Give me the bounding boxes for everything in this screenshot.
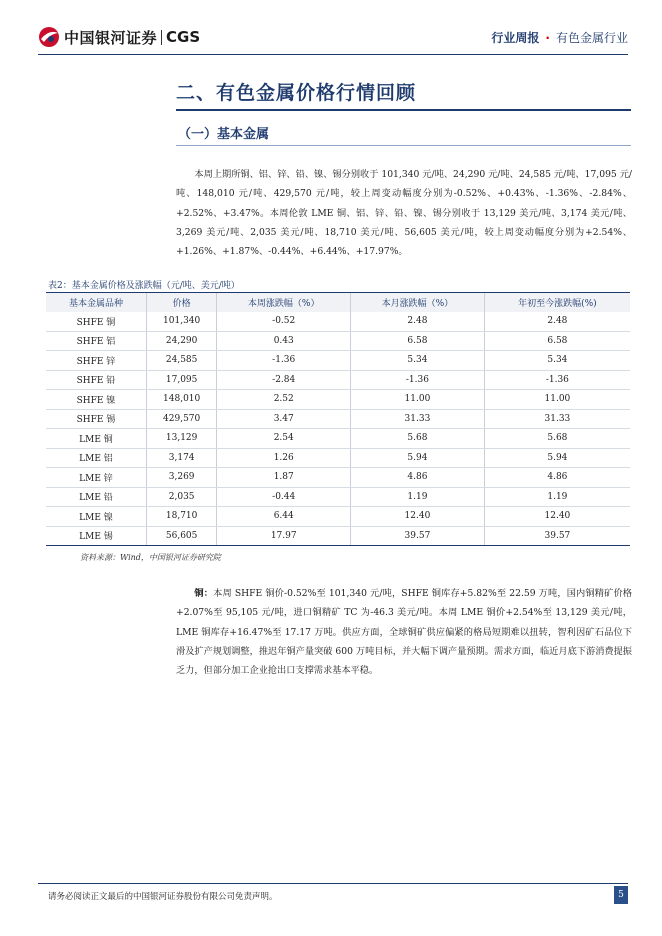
table-cell: 3.47 xyxy=(217,409,351,429)
table-cell: 1.87 xyxy=(217,468,351,488)
company-logo xyxy=(38,24,200,50)
table-header-cell: 价格 xyxy=(146,293,216,313)
subsection-rule xyxy=(176,145,631,146)
table-cell: LME 锌 xyxy=(46,468,146,488)
table-cell: 39.57 xyxy=(484,526,630,546)
table-row xyxy=(46,331,630,351)
header-rule xyxy=(38,54,628,55)
footer-disclaimer: 请务必阅读正文最后的中国银河证券股份有限公司免责声明。 xyxy=(48,892,278,902)
report-header xyxy=(491,29,628,46)
table-cell: -1.36 xyxy=(351,370,485,390)
table-cell: 39.57 xyxy=(351,526,485,546)
table-cell: 3,174 xyxy=(146,448,216,468)
table-row xyxy=(46,429,630,449)
table-cell: SHFE 铅 xyxy=(46,370,146,390)
table-body xyxy=(46,312,630,546)
table-cell: -1.36 xyxy=(217,351,351,371)
header-dot: · xyxy=(545,31,550,45)
logo-divider xyxy=(161,30,162,45)
section-rule xyxy=(176,109,631,111)
table-cell: 6.58 xyxy=(351,331,485,351)
table-row xyxy=(46,448,630,468)
table-cell: -2.84 xyxy=(217,370,351,390)
table-header-cell: 基本金属品种 xyxy=(46,293,146,313)
table-cell: 2.48 xyxy=(351,312,485,331)
table-cell: SHFE 铝 xyxy=(46,331,146,351)
table-cell: 429,570 xyxy=(146,409,216,429)
table-cell: 5.68 xyxy=(351,429,485,449)
table-cell: 31.33 xyxy=(484,409,630,429)
table-cell: 4.86 xyxy=(351,468,485,488)
galaxy-logo-icon xyxy=(38,26,60,48)
copper-lead: 铜： xyxy=(194,588,214,599)
table-cell: 1.19 xyxy=(484,487,630,507)
metal-price-table xyxy=(46,292,630,546)
table-cell: SHFE 锌 xyxy=(46,351,146,371)
table-cell: 2.52 xyxy=(217,390,351,410)
table-cell: LME 镍 xyxy=(46,507,146,527)
table-row xyxy=(46,468,630,488)
table-cell: 2.48 xyxy=(484,312,630,331)
footer-rule xyxy=(38,883,628,884)
copper-text xyxy=(176,584,632,680)
table-cell: 13,129 xyxy=(146,429,216,449)
table-cell: 5.34 xyxy=(484,351,630,371)
table-cell: 0.43 xyxy=(217,331,351,351)
table-cell: -0.44 xyxy=(217,487,351,507)
copper-body: 本周 SHFE 铜价-0.52%至 101,340 元/吨，SHFE 铜库存+5.82%至 22.59 万吨，国内铜精矿价格+2.07%至 95,105 元/吨，进口铜精矿 TC 为-46.3 美元/吨。本周 LME 铜价+2.54%至 13,129 美元/吨，LME 铜库存+16.47%至 17.17 万吨。供应方面，全球铜矿供应偏紧的格局短期难以扭转，智利因矿石品位下滑及扩产规划调整，推迟年铜产量突破 600 万吨目标，并大幅下调产量预期。需求方面，临近月底下游消费提振乏力，但部分加工企业抢出口支撑需求基本平稳。 xyxy=(176,588,632,677)
table-cell: 2,035 xyxy=(146,487,216,507)
table-row xyxy=(46,487,630,507)
report-type: 行业周报 xyxy=(491,31,540,45)
table-cell: 17.97 xyxy=(217,526,351,546)
table-cell: 101,340 xyxy=(146,312,216,331)
table-cell: 6.44 xyxy=(217,507,351,527)
table-cell: 5.94 xyxy=(351,448,485,468)
subsection-title: （一）基本金属 xyxy=(178,127,270,142)
table-cell: 56,605 xyxy=(146,526,216,546)
paragraph-text: 本周上期所铜、铝、锌、铅、镍、锡分别收于 101,340 元/吨、24,290 元/吨、24,585 元/吨、17,095 元/吨、148,010 元/吨、429,570 元/吨，较上周变动幅度分别为-0.52%、+0.43%、-1.36%、-2.84%、+2.52%、+3.47%。本周伦敦 LME 铜、铝、锌、铅、镍、锡分别收于 13,129 美元/吨、3,174 美元/吨、3,269 美元/吨、2,035 美元/吨、18,710 美元/吨、56,605 美元/吨，较上周变动幅度分别为+2.54%、+1.26%、+1.87%、-0.44%、+6.44%、+17.97%。 xyxy=(176,169,632,258)
table-cell: 5.34 xyxy=(351,351,485,371)
table-cell: 17,095 xyxy=(146,370,216,390)
table-cell: 148,010 xyxy=(146,390,216,410)
table-header-row xyxy=(46,293,630,313)
table-cell: 1.26 xyxy=(217,448,351,468)
table-row xyxy=(46,390,630,410)
table-row xyxy=(46,507,630,527)
table-row xyxy=(46,526,630,546)
table-row xyxy=(46,312,630,331)
table-cell: -1.36 xyxy=(484,370,630,390)
table-cell: 2.54 xyxy=(217,429,351,449)
table-cell: LME 铝 xyxy=(46,448,146,468)
table-row xyxy=(46,370,630,390)
table-cell: SHFE 锡 xyxy=(46,409,146,429)
table-header-cell: 年初至今涨跌幅(%) xyxy=(484,293,630,313)
table-cell: 4.86 xyxy=(484,468,630,488)
table-cell: -0.52 xyxy=(217,312,351,331)
table-cell: 24,585 xyxy=(146,351,216,371)
table-cell: 6.58 xyxy=(484,331,630,351)
table-cell: 11.00 xyxy=(484,390,630,410)
logo-text: 中国银河证券 xyxy=(64,28,158,47)
table-cell: 12.40 xyxy=(351,507,485,527)
table-cell: 3,269 xyxy=(146,468,216,488)
table-row xyxy=(46,409,630,429)
table-row xyxy=(46,351,630,371)
table-source: 资料来源：Wind，中国银河证券研究院 xyxy=(80,553,221,562)
table-cell: 5.68 xyxy=(484,429,630,449)
page-number: 5 xyxy=(614,886,628,904)
table-cell: 31.33 xyxy=(351,409,485,429)
table-header-cell: 本周涨跌幅（%） xyxy=(217,293,351,313)
table-cell: LME 铅 xyxy=(46,487,146,507)
table-cell: LME 锡 xyxy=(46,526,146,546)
table-cell: SHFE 镍 xyxy=(46,390,146,410)
table-cell: 24,290 xyxy=(146,331,216,351)
table-cell: SHFE 铜 xyxy=(46,312,146,331)
table-cell: 12.40 xyxy=(484,507,630,527)
table-header-cell: 本月涨跌幅（%） xyxy=(351,293,485,313)
table-cell: 11.00 xyxy=(351,390,485,410)
industry-name: 有色金属行业 xyxy=(555,31,628,45)
table-cell: 18,710 xyxy=(146,507,216,527)
section-title: 二、有色金属价格行情回顾 xyxy=(176,82,417,104)
table-cell: 1.19 xyxy=(351,487,485,507)
table-cell: LME 铜 xyxy=(46,429,146,449)
table-cell: 5.94 xyxy=(484,448,630,468)
logo-en: CGS xyxy=(166,28,201,46)
copper-paragraph xyxy=(176,584,632,680)
table-caption: 表2：基本金属价格及涨跌幅（元/吨、美元/吨） xyxy=(48,281,240,291)
summary-paragraph xyxy=(176,165,632,261)
